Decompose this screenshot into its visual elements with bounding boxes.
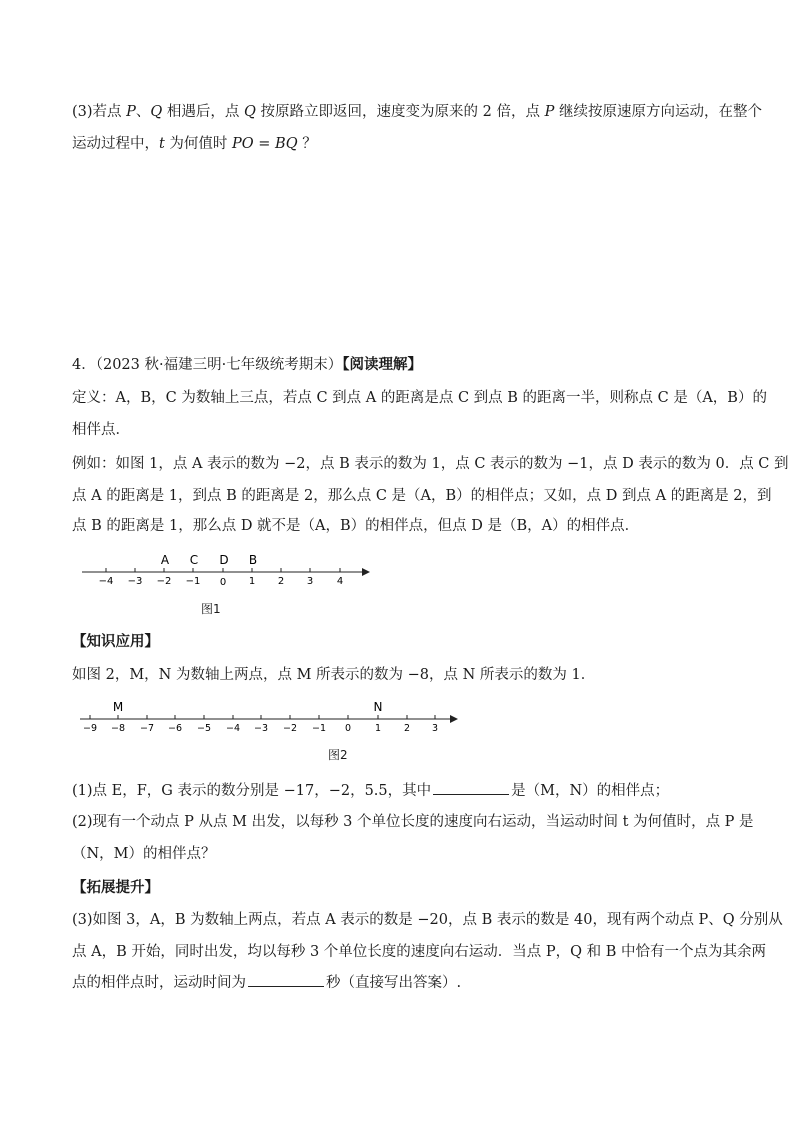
equation: PO = BQ — [232, 136, 298, 152]
figure-1-number-line — [78, 548, 398, 588]
q3-part3-line1 — [72, 102, 762, 122]
tick-label: −5 — [196, 723, 212, 734]
tick-label: 0 — [344, 723, 352, 734]
tick-label: −7 — [139, 723, 155, 734]
var-q: Q — [244, 104, 256, 120]
figure-2-caption: 图2 — [328, 748, 348, 762]
text: 按原路立即返回，速度变为原来的 2 倍，点 — [255, 104, 545, 120]
definition-line-1: 定义：A，B，C 为数轴上三点，若点 C 到点 A 的距离是点 C 到点 B 的距离一半，则称点 C 是（A，B）的 — [72, 390, 767, 406]
axis-arrow-icon — [362, 568, 370, 576]
tick-label: −4 — [98, 576, 114, 587]
answer-blank-2[interactable] — [248, 972, 324, 987]
extension-tag: 【拓展提升】 — [72, 879, 159, 896]
section-tag: 【阅读理解】 — [342, 356, 422, 373]
text: 秒（直接写出答案）. — [326, 975, 462, 991]
axis-arrow-icon — [450, 715, 458, 723]
text: 、 — [135, 104, 151, 120]
var-q: Q — [150, 104, 163, 120]
part-3-line-3 — [72, 972, 461, 993]
fig2-ticks — [90, 715, 435, 719]
tick-label: −1 — [185, 576, 201, 587]
point-label-m: M — [112, 700, 124, 714]
question-source: （2023 秋·福建三明·七年级统考期末） — [95, 357, 343, 373]
text: 继续按原速原方向运动，在整个 — [554, 104, 762, 120]
part-3-line-1: (3)如图 3，A，B 为数轴上两点，若点 A 表示的数是 −20，点 B 表示的数是 40，现有两个动点 P、Q 分别从 — [72, 912, 783, 928]
q4-header — [72, 355, 422, 375]
example-line-2: 点 A 的距离是 1，到点 B 的距离是 2，那么点 C 是（A，B）的相伴点；又如，点 D 到点 A 的距离是 2，到 — [72, 488, 772, 504]
part-1-line — [72, 780, 669, 801]
fig2-tick-labels — [83, 723, 438, 734]
definition-line-2: 相伴点． — [72, 422, 130, 438]
tick-label: −3 — [253, 723, 269, 734]
figure-1-caption: 图1 — [201, 602, 221, 616]
point-label-c: C — [189, 553, 199, 567]
tick-label: 1 — [248, 576, 256, 587]
application-line: 如图 2，M，N 为数轴上两点，点 M 所表示的数为 −8，点 N 所表示的数为 1． — [72, 667, 596, 683]
tick-label: 4 — [336, 576, 344, 587]
answer-blank-1[interactable] — [433, 780, 509, 795]
text: 运动过程中， — [72, 136, 159, 152]
var-p: P — [544, 104, 555, 120]
part-2-line-2: （N，M）的相伴点？ — [72, 846, 216, 862]
tick-label: 3 — [431, 723, 439, 734]
question-number: 4． — [72, 357, 96, 373]
tick-label: 0 — [219, 577, 227, 588]
tick-label: −2 — [282, 723, 298, 734]
tick-label: −2 — [156, 576, 172, 587]
tick-label: 1 — [374, 723, 382, 734]
example-line-3: 点 B 的距离是 1，那么点 D 就不是（A，B）的相伴点，但点 D 是（B，A）的相伴点． — [72, 518, 640, 534]
text: 是（M，N）的相伴点； — [511, 783, 670, 799]
text: (3)若点 — [72, 104, 127, 120]
fig2-point-letters — [113, 700, 383, 714]
tick-label: −9 — [82, 723, 98, 734]
tick-label: −3 — [127, 576, 143, 587]
text: 点的相伴点时，运动时间为 — [72, 975, 246, 991]
point-label-d: D — [219, 553, 229, 567]
var-t: t — [159, 136, 165, 152]
text: 为何值时 — [164, 136, 233, 152]
point-label-n: N — [373, 700, 383, 714]
tick-label: −4 — [225, 723, 241, 734]
tick-label: 2 — [403, 723, 411, 734]
text: (1)点 E，F，G 表示的数分别是 −17，−2，5.5，其中 — [72, 783, 432, 799]
tick-label: 2 — [277, 576, 285, 587]
var-p: P — [126, 104, 136, 120]
knowledge-application-tag: 【知识应用】 — [72, 633, 159, 650]
tick-label: −6 — [167, 723, 183, 734]
text: ？ — [297, 136, 317, 152]
part-2-line-1: (2)现有一个动点 P 从点 M 出发，以每秒 3 个单位长度的速度向右运动，当运动时间 t 为何值时，点 P 是 — [72, 814, 754, 830]
tick-label: −8 — [110, 723, 126, 734]
tick-label: −1 — [311, 723, 327, 734]
point-label-a: A — [160, 553, 170, 567]
fig1-point-letters — [161, 553, 257, 567]
text: 相遇后，点 — [162, 104, 245, 120]
point-label-b: B — [248, 553, 258, 567]
figure-2-number-line — [78, 696, 468, 736]
fig1-ticks — [106, 568, 340, 572]
fig1-tick-labels — [99, 576, 344, 588]
part-3-line-2: 点 A，B 开始，同时出发，均以每秒 3 个单位长度的速度向右运动．当点 P，Q 和 B 中恰有一个点为其余两 — [72, 944, 767, 960]
example-line-1: 例如：如图 1，点 A 表示的数为 −2，点 B 表示的数为 1，点 C 表示的数为 −1，点 D 表示的数为 0．点 C 到 — [72, 456, 789, 472]
q3-part3-line2 — [72, 134, 317, 154]
tick-label: 3 — [306, 576, 314, 587]
